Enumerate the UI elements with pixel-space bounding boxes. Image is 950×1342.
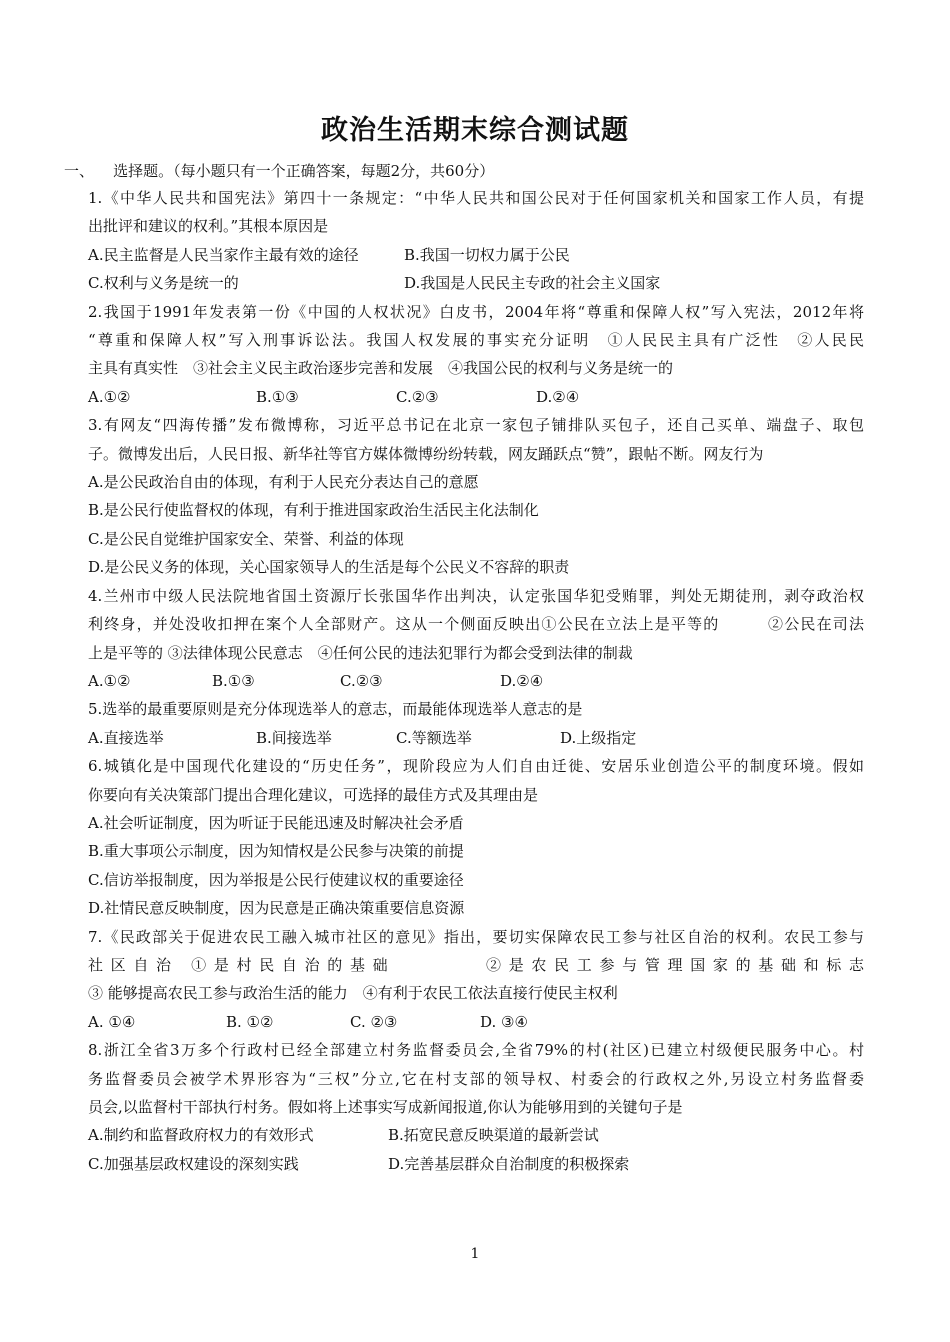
answer-option: B.是公民行使监督权的体现，有利于推进国家政治生活民主化法制化	[88, 501, 539, 520]
question-4-line: 4.兰州市中级人民法院地省国土资源厅长张国华作出判决，认定张国华犯受贿罪，判处无期徒刑，剥夺政治权	[88, 586, 864, 605]
answer-option: D.②④	[536, 387, 580, 406]
question-7-line: 7.《民政部关于促进农民工融入城市社区的意见》指出，要切实保障农民工参与社区自治的权利。农民工参与	[88, 927, 864, 946]
question-1-line: 1.《中华人民共和国宪法》第四十一条规定：“中华人民共和国公民对于任何国家机关和国家工作人员，有提	[88, 189, 864, 207]
question-3-options-row	[88, 525, 864, 553]
question-6-line: 6.城镇化是中国现代化建设的“历史任务”，现阶段应为人们自由迁徙、安居乐业创造公平的制度环境。假如	[88, 757, 864, 776]
answer-option: A.社会听证制度，因为听证于民能迅速及时解决社会矛盾	[88, 813, 464, 832]
section-label: 选择题。（每小题只有一个正确答案，每题2分，共60分）	[113, 162, 495, 180]
question-list	[88, 184, 864, 1178]
answer-option: A.制约和监督政府权力的有效形式	[88, 1126, 314, 1145]
question-7-line: ③ 能够提高农民工参与政治生活的能力 ④有利于农民工依法直接行使民主权利	[88, 984, 618, 1003]
answer-option: C.信访举报制度，因为举报是公民行使建议权的重要途径	[88, 870, 464, 889]
answer-option: B. ①②	[226, 1012, 274, 1031]
question-8-line: 员会,以监督村干部执行村务。假如将上述事实写成新闻报道,你认为能够用到的关键句子是	[88, 1098, 683, 1116]
answer-option: C.加强基层政权建设的深刻实践	[88, 1154, 299, 1173]
answer-option: C.②③	[396, 387, 439, 406]
question-2-options-row	[88, 383, 864, 411]
answer-option: C.等额选举	[396, 728, 472, 747]
answer-option: B.重大事项公示制度，因为知情权是公民参与决策的前提	[88, 842, 464, 861]
answer-option: B.拓宽民意反映渠道的最新尝试	[388, 1126, 599, 1145]
answer-option: C. ②③	[350, 1012, 398, 1031]
question-6-line: 你要向有关决策部门提出合理化建议，可选择的最佳方式及其理由是	[88, 785, 539, 804]
answer-option: D. ③④	[480, 1012, 528, 1031]
question-1-options-row	[88, 269, 864, 297]
question-3-line: 子。微博发出后，人民日报、新华社等官方媒体微博纷纷转载，网友踊跃点“赞”，跟帖不断。网友行为	[88, 444, 764, 463]
question-8-options-row	[88, 1150, 864, 1178]
page-title: 政治生活期末综合测试题	[321, 115, 629, 146]
question-3-options-row	[88, 468, 864, 496]
question-6-options-row	[88, 809, 864, 837]
answer-option: D.我国是人民民主专政的社会主义国家	[404, 274, 661, 293]
question-2-line: 主具有真实性 ③社会主义民主政治逐步完善和发展 ④我国公民的权利与义务是统一的	[88, 359, 674, 378]
question-4-line: 上是平等的 ③法律体现公民意志 ④任何公民的违法犯罪行为都会受到法律的制裁	[88, 643, 633, 662]
answer-option: A. ①④	[88, 1012, 136, 1031]
answer-option: C.是公民自觉维护国家安全、荣誉、利益的体现	[88, 529, 404, 548]
answer-option: D.社情民意反映制度，因为民意是正确决策重要信息资源	[88, 899, 465, 918]
question-7-line: 社区自治 ①是村民自治的基础 ②是农民工参与管理国家的基础和标志	[88, 955, 864, 974]
question-4-options-row	[88, 667, 864, 695]
answer-option: B.①③	[256, 387, 299, 406]
answer-option: A.直接选举	[88, 728, 164, 747]
question-7-options-row	[88, 1008, 864, 1036]
question-2-line: 2.我国于1991年发表第一份《中国的人权状况》白皮书，2004年将“尊重和保障人权”写入宪法，2012年将	[88, 302, 864, 321]
answer-option: A.是公民政治自由的体现，有利于人民充分表达自己的意愿	[88, 473, 479, 492]
question-4-line: 利终身，并处没收扣押在案个人全部财产。这从一个侧面反映出①公民在立法上是平等的 ②公民在司法	[88, 615, 864, 634]
question-3-options-row	[88, 496, 864, 524]
answer-option: B.间接选举	[256, 728, 332, 747]
answer-option: C.②③	[340, 671, 383, 690]
answer-option: D.完善基层群众自治制度的积极探索	[388, 1154, 630, 1173]
answer-option: C.权利与义务是统一的	[88, 274, 239, 293]
question-3-line: 3.有网友“四海传播”发布微博称，习近平总书记在北京一家包子铺排队买包子，还自己买单、端盘子、取包	[88, 416, 864, 435]
question-5-options-row	[88, 724, 864, 752]
question-8-line: 务监督委员会被学术界形容为“三权”分立,它在村支部的领导权、村委会的行政权之外,另设立村务监督委	[88, 1069, 864, 1088]
section-number: 一、	[64, 162, 95, 180]
answer-option: B.我国一切权力属于公民	[404, 245, 570, 264]
page-number: 1	[470, 1246, 480, 1262]
question-6-options-row	[88, 894, 864, 922]
question-1-options-row	[88, 241, 864, 269]
question-3-options-row	[88, 553, 864, 581]
question-5-line: 5.选举的最重要原则是充分体现选举人的意志，而最能体现选举人意志的是	[88, 700, 583, 719]
answer-option: D.上级指定	[560, 728, 637, 747]
question-8-options-row	[88, 1121, 864, 1149]
answer-option: A.①②	[88, 387, 131, 406]
answer-option: D.是公民义务的体现，关心国家领导人的生活是每个公民义不容辞的职责	[88, 558, 570, 577]
answer-option: B.①③	[212, 671, 255, 690]
question-6-options-row	[88, 866, 864, 894]
section-heading	[64, 160, 494, 181]
answer-option: D.②④	[500, 671, 544, 690]
question-1-line: 出批评和建议的权利。”其根本原因是	[88, 217, 329, 236]
answer-option: A.民主监督是人民当家作主最有效的途径	[88, 245, 359, 264]
question-8-line: 8.浙江全省3万多个行政村已经全部建立村务监督委员会,全省79%的村(社区)已建立村级便民服务中心。村	[88, 1041, 864, 1060]
answer-option: A.①②	[88, 671, 131, 690]
question-6-options-row	[88, 837, 864, 865]
question-2-line: “尊重和保障人权”写入刑事诉讼法。我国人权发展的事实充分证明 ①人民民主具有广泛性 ②人民民	[88, 331, 864, 350]
